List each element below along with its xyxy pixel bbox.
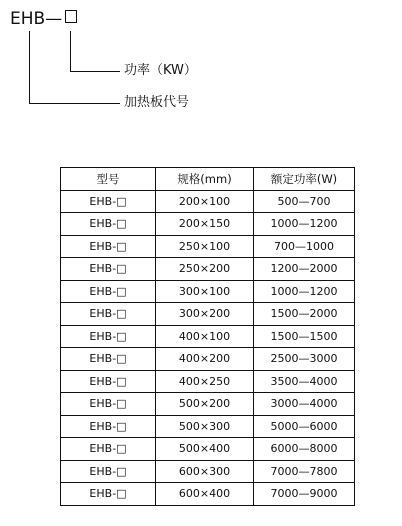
cell-power: 3500—4000 xyxy=(254,370,355,393)
power-label: 功率（KW） xyxy=(124,63,197,78)
plate-leader-horizontal xyxy=(29,103,120,104)
cell-power: 500—700 xyxy=(254,190,355,213)
cell-power: 3000—4000 xyxy=(254,393,355,416)
table-row xyxy=(61,348,355,371)
table-row xyxy=(61,303,355,326)
cell-size: 400×250 xyxy=(156,370,254,393)
cell-model: EHB-□ xyxy=(61,415,156,438)
cell-model: EHB-□ xyxy=(61,325,156,348)
cell-model: EHB-□ xyxy=(61,393,156,416)
cell-size: 600×400 xyxy=(156,483,254,506)
table-row xyxy=(61,235,355,258)
cell-model: EHB-□ xyxy=(61,303,156,326)
cell-model: EHB-□ xyxy=(61,190,156,213)
table-row xyxy=(61,415,355,438)
cell-model: EHB-□ xyxy=(61,213,156,236)
cell-power: 700—1000 xyxy=(254,235,355,258)
header-model: 型号 xyxy=(61,168,156,191)
cell-power: 5000—6000 xyxy=(254,415,355,438)
cell-model: EHB-□ xyxy=(61,258,156,281)
cell-power: 7000—7800 xyxy=(254,460,355,483)
cell-model: EHB-□ xyxy=(61,483,156,506)
table-row xyxy=(61,460,355,483)
model-code-prefix: EHB— xyxy=(10,9,63,29)
cell-size: 400×100 xyxy=(156,325,254,348)
cell-size: 500×400 xyxy=(156,438,254,461)
cell-size: 200×100 xyxy=(156,190,254,213)
cell-model: EHB-□ xyxy=(61,460,156,483)
cell-size: 250×200 xyxy=(156,258,254,281)
cell-power: 1500—1500 xyxy=(254,325,355,348)
model-code xyxy=(10,8,77,30)
cell-size: 250×100 xyxy=(156,235,254,258)
table-row xyxy=(61,258,355,281)
cell-power: 2500—3000 xyxy=(254,348,355,371)
cell-model: EHB-□ xyxy=(61,348,156,371)
plate-code-label: 加热板代号 xyxy=(124,95,190,110)
cell-model: EHB-□ xyxy=(61,280,156,303)
cell-size: 300×100 xyxy=(156,280,254,303)
cell-model: EHB-□ xyxy=(61,438,156,461)
cell-size: 200×150 xyxy=(156,213,254,236)
code-placeholder-box xyxy=(65,10,77,23)
table-row xyxy=(61,438,355,461)
table-header-row xyxy=(61,168,355,191)
cell-model: EHB-□ xyxy=(61,235,156,258)
power-leader-vertical xyxy=(70,31,71,71)
table-row xyxy=(61,370,355,393)
cell-size: 500×300 xyxy=(156,415,254,438)
table-row xyxy=(61,483,355,506)
cell-power: 1200—2000 xyxy=(254,258,355,281)
cell-size: 300×200 xyxy=(156,303,254,326)
cell-power: 1500—2000 xyxy=(254,303,355,326)
table-row xyxy=(61,213,355,236)
cell-size: 600×300 xyxy=(156,460,254,483)
cell-power: 7000—9000 xyxy=(254,483,355,506)
table-row xyxy=(61,393,355,416)
cell-model: EHB-□ xyxy=(61,370,156,393)
spec-table xyxy=(60,167,355,506)
cell-power: 1000—1200 xyxy=(254,213,355,236)
cell-power: 6000—8000 xyxy=(254,438,355,461)
header-power: 额定功率(W) xyxy=(254,168,355,191)
cell-power: 1000—1200 xyxy=(254,280,355,303)
table-row xyxy=(61,280,355,303)
table-row xyxy=(61,190,355,213)
header-size: 规格(mm) xyxy=(156,168,254,191)
power-leader-horizontal xyxy=(70,71,120,72)
cell-size: 500×200 xyxy=(156,393,254,416)
plate-leader-vertical xyxy=(29,31,30,104)
cell-size: 400×200 xyxy=(156,348,254,371)
table-row xyxy=(61,325,355,348)
